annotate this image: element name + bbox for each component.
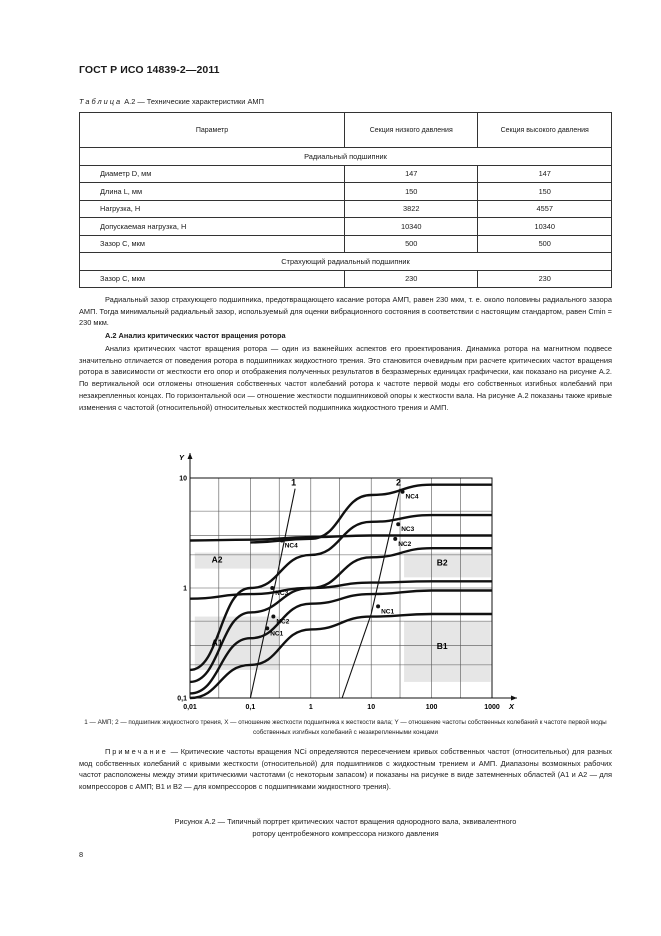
document-header: ГОСТ Р ИСО 14839-2—2011 [79, 64, 220, 76]
col-header-low: Секция низкого давления [345, 113, 478, 148]
x-tick-label: 0,01 [183, 704, 197, 711]
cell-low: 500 [345, 235, 478, 253]
critical-speed-label: NC3 [275, 590, 289, 597]
figure-title [79, 816, 612, 839]
table-row [80, 200, 612, 218]
paragraph-backup-clearance: Радиальный зазор страхующего подшипника, предотвращающего касание ротора АМП, равен 230 мкм, т. е. около половины радиального зазора АМП. Тогда минимальный радиальный зазор, используемый для оценки вибрационного состояния в соответствии с настоящим стандартом, равен Cmin = 230 мкм. [79, 295, 612, 328]
figure-title-line1: Рисунок А.2 — Типичный портрет критических частот вращения однородного вала, эквивалентного [174, 817, 517, 826]
x-tick-label: 100 [425, 704, 438, 711]
cell-high: 500 [478, 235, 612, 253]
table-section-row [80, 253, 612, 271]
table-row [80, 235, 612, 253]
col-header-param: Параметр [80, 113, 345, 148]
x-tick-label: 1000 [484, 704, 500, 711]
region-label-a2: A2 [211, 554, 223, 565]
critical-speed-marker [393, 537, 397, 541]
critical-speed-label: NC2 [276, 618, 290, 626]
cell-param: Допускаемая нагрузка, Н [80, 218, 345, 236]
table-caption-text: А.2 — Технические характеристики АМП [124, 97, 264, 106]
stiffness-curve-label: 1 [291, 477, 297, 488]
critical-speed-map-chart [165, 448, 525, 713]
paragraph-critical-speeds: Анализ критических частот вращения ротора — один из важнейших аспектов его проектирования. Динамика ротора на магнитном подвесе значительно отличается от поведения ротора в подшипниках жидкостного трения. Это становится очевидным при расчете критических частот вращения ротора в зависимости от жесткости его опор и отображения полученных результатов в безразмерных единицах графически, как показано на рисунке А.2. По вертикальной оси отложены отношения собственных частот колебаний ротора к частоте первой моды его собственных изгибных колебаний при незакрепленных концах. По горизонтальной оси — отношение жесткости подшипниковой опоры к жесткости вала. На рисунке А.2 показаны также кривые изменения с частотой (относительной) относительных жесткостей подшипника жидкостного трения и АМП. [79, 344, 612, 412]
y-axis-arrow [188, 453, 193, 459]
table-header-row [80, 113, 612, 148]
table-section-row [80, 148, 612, 166]
critical-speed-label: NC1 [381, 608, 395, 616]
note-prefix: Примечание [105, 747, 168, 756]
x-tick-label: 1 [308, 704, 313, 711]
x-axis-arrow [511, 696, 517, 701]
section-backup-bearing: Страхующий радиальный подшипник [80, 253, 612, 271]
cell-param: Зазор С, мкм [80, 270, 345, 288]
y-axis-label: Y [179, 453, 185, 462]
section-heading: А.2 Анализ критических частот вращения ротора [105, 331, 286, 340]
region-b1 [404, 621, 491, 682]
critical-speed-marker [376, 604, 380, 608]
cell-high: 4557 [478, 200, 612, 218]
table-caption [79, 97, 264, 106]
table-row [80, 270, 612, 288]
section-radial-bearing: Радиальный подшипник [80, 148, 612, 166]
critical-speed-label: NC1 [270, 630, 284, 638]
cell-high: 147 [478, 165, 612, 183]
table-caption-word: Таблица [79, 97, 123, 106]
y-tick-label: 10 [179, 475, 187, 483]
critical-speed-marker [265, 626, 269, 630]
spec-table [79, 112, 612, 288]
x-tick-label: 0,1 [245, 704, 256, 711]
critical-speed-marker [401, 490, 405, 494]
critical-speed-marker [270, 586, 274, 590]
critical-speed-marker [396, 522, 400, 526]
chart-grid [190, 478, 492, 698]
critical-speed-label: NC2 [398, 540, 412, 548]
cell-low: 10340 [345, 218, 478, 236]
cell-high: 230 [478, 270, 612, 288]
cell-low: 150 [345, 183, 478, 201]
critical-speed-label: NC4 [284, 542, 298, 550]
table-row [80, 183, 612, 201]
region-label-b1: B1 [436, 640, 448, 651]
cell-high: 10340 [478, 218, 612, 236]
cell-high: 150 [478, 183, 612, 201]
x-axis-label: X [509, 702, 515, 711]
cell-param: Диаметр D, мм [80, 165, 345, 183]
region-label-b2: B2 [436, 557, 448, 568]
cell-low: 3822 [345, 200, 478, 218]
y-tick-label: 1 [183, 585, 187, 593]
table-row [80, 165, 612, 183]
stiffness-curve-label: 2 [396, 477, 402, 488]
x-tick-label: 10 [367, 704, 376, 711]
critical-speed-label: NC4 [405, 493, 419, 501]
critical-speed-label: NC3 [401, 526, 415, 534]
region-label-a1: A1 [211, 637, 223, 648]
y-tick-label: 0,1 [177, 695, 187, 703]
note-text: — Критические частоты вращения NCi определяются пересечением кривых собственных частот (относительных) для разных мод собственных колебаний с кривыми жесткости (относительной) для подшипников с жидкостным трением и АМП. Диапазоны возможных рабочих частот расположены между этими критическими частотами (с некоторым запасом) и показаны на рисунке в виде затемненных областей (А1 и А2 — для компрессоров с АМП; В1 и В2 — для компрессоров с подшипниками жидкостного трения). [79, 747, 612, 792]
page-number: 8 [79, 850, 84, 859]
critical-speed-marker [280, 539, 284, 543]
table-row [80, 218, 612, 236]
col-header-high: Секция высокого давления [478, 113, 612, 148]
cell-low: 147 [345, 165, 478, 183]
figure-title-line2: ротору центробежного компрессора низкого давления [252, 828, 439, 838]
figure-legend: 1 — АМП; 2 — подшипник жидкостного трения, X — отношение жесткости подшипника к жесткости вала; Y — отношение частоты собственных колебаний к частоте первой моды собственных изгибных колебаний с незакрепленными концами [84, 719, 607, 736]
figure-note [79, 746, 612, 793]
cell-low: 230 [345, 270, 478, 288]
cell-param: Длина L, мм [80, 183, 345, 201]
cell-param: Нагрузка, Н [80, 200, 345, 218]
critical-speed-marker [271, 615, 275, 619]
cell-param: Зазор С, мкм [80, 235, 345, 253]
